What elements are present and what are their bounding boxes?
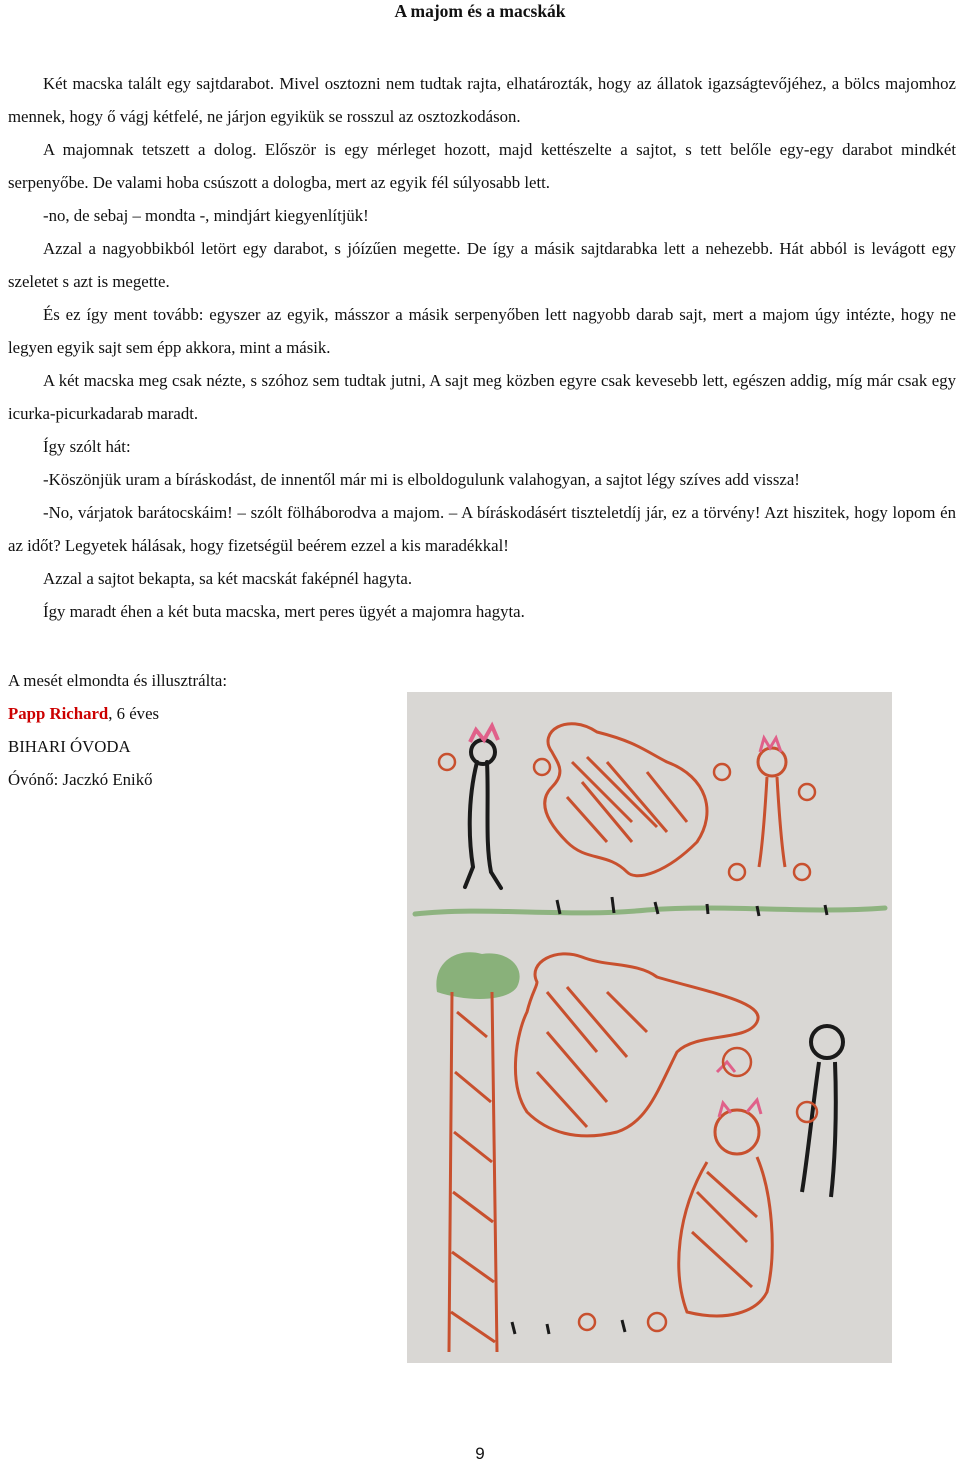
story-paragraph: -no, de sebaj – mondta -, mindjárt kiegyenlítjük! [43,206,369,225]
page-title: A majom és a macskák [394,1,566,21]
story-text [8,67,956,628]
story-paragraph: Azzal a nagyobbikból letört egy darabot, s jóízűen megette. De így a másik sajtdarabka lett a nehezebb. Hát abból is levágott egy szeletet s azt is megette. [8,239,956,291]
credits-author-line [8,697,227,730]
story-paragraph: Így maradt éhen a két buta macska, mert peres ügyét a majomra hagyta. [43,602,525,621]
page-number: 9 [475,1444,485,1463]
credits-block [8,664,227,796]
story-paragraph: Két macska talált egy sajtdarabot. Mivel osztozni nem tudtak rajta, elhatározták, hogy az állatok igazságtevőjéhez, a bölcs majomhoz mennek, hogy ő vágj kétfelé, ne járjon egyikük se rosszul az osztozkodáson. [8,74,956,126]
story-paragraph: A majomnak tetszett a dolog. Először is egy mérleget hozott, majd kettészelte a sajtot, s tett belőle egy-egy darabot mindkét serpenyőbe. De valami hoba csúszott a dologba, mert az egyik fél súlyosabb lett. [8,140,956,192]
story-paragraph: -Köszönjük uram a bíráskodást, de innentől már mi is elboldogulunk valahogyan, a sajtot légy szíves add vissza! [43,470,800,489]
credits-intro: A mesét elmondta és illusztrálta: [8,671,228,690]
story-paragraph: És ez így ment tovább: egyszer az egyik, másszor a másik serpenyőben lett nagyobb darab sajt, mert a majom úgy intézte, hogy ne legyen egyik sajt sem épp akkora, mint a másik. [8,305,956,357]
story-paragraph: Azzal a sajtot bekapta, sa két macskát faképnél hagyta. [43,569,413,588]
author-age: , 6 éves [108,704,160,723]
story-paragraph: A két macska meg csak nézte, s szóhoz sem tudtak jutni, A sajt meg közben egyre csak kevesebb lett, egészen addig, míg már csak egy icurka-picurkadarab maradt. [8,371,956,423]
teacher-name: Óvónő: Jaczkó Enikő [8,770,153,789]
tree-crown [436,952,519,999]
school-name: BIHARI ÓVODA [8,737,131,756]
author-name: Papp Richard [8,704,109,723]
story-paragraph: -No, várjatok barátocskáim! – szólt fölháborodva a majom. – A bíráskodásért tiszteletdíj jár, ez a törvény! Azt hiszitek, hogy lopom én az időt? Legyetek hálásak, hogy fizetségül beérem ezzel a kis maradékkal! [8,503,956,555]
child-drawing-illustration [407,692,892,1363]
story-paragraph: Így szólt hát: [43,437,131,456]
